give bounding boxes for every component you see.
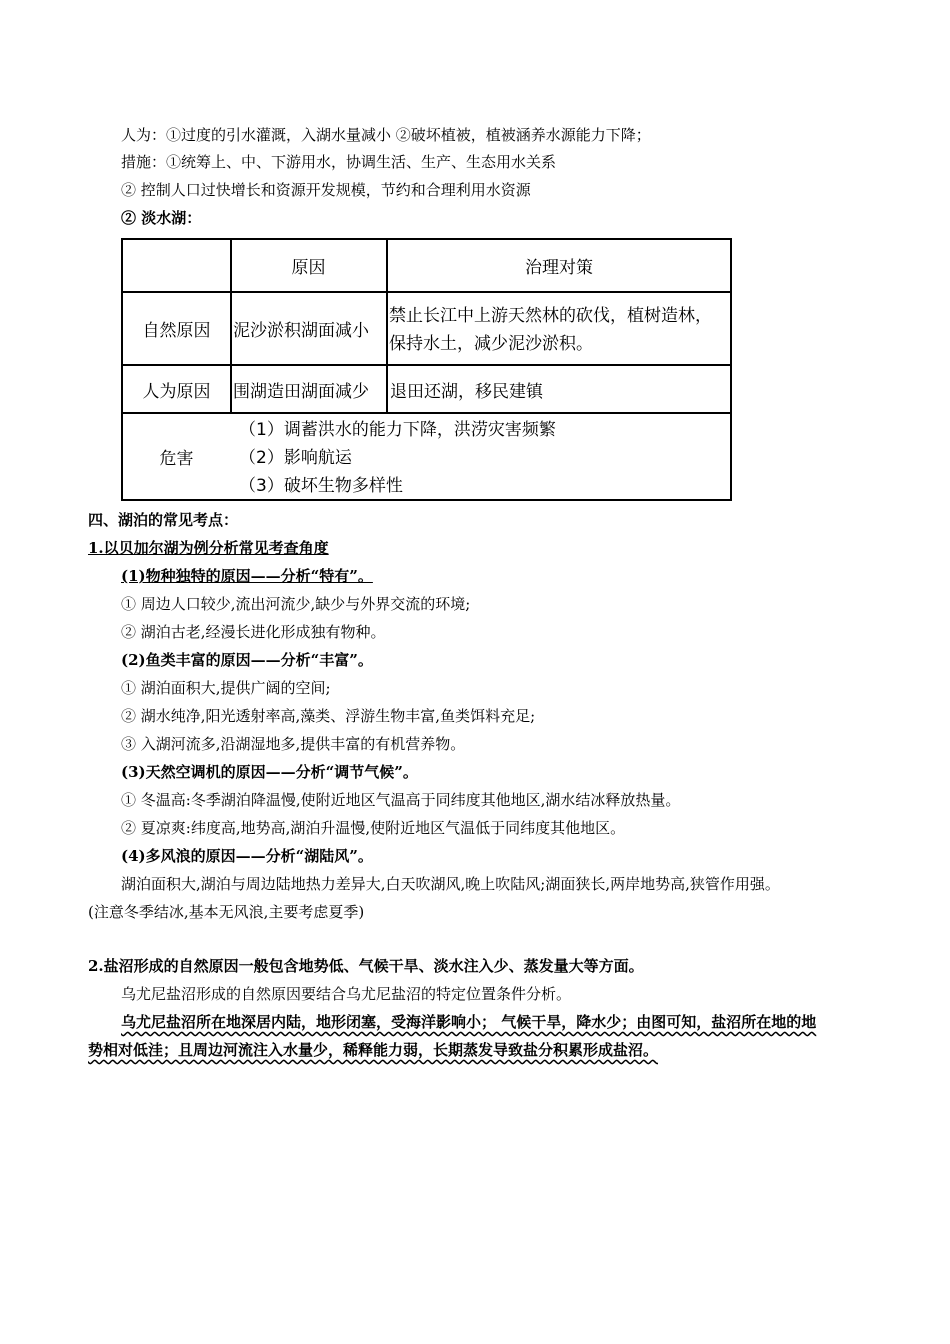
section4-sub2: 2.盐沼形成的自然原因一般包含地势低、气候干旱、淡水注入少、蒸发量大等方面。 (88, 957, 644, 975)
harm-item: （2）影响航运 (239, 448, 352, 468)
q1-item: ① 周边人口较少,流出河流少,缺少与外界交流的环境; (121, 595, 471, 613)
section4-sub1: 1.以贝加尔湖为例分析常见考查角度 (88, 539, 329, 557)
q1-title: (1)物种独特的原因——分析“特有”。 (121, 567, 373, 585)
table-header-cause: 原因 (291, 258, 326, 278)
q2-title: (2)鱼类丰富的原因——分析“丰富”。 (121, 651, 373, 669)
q3-item: ② 夏凉爽:纬度高,地势高,湖泊升温慢,使附近地区气温低于同纬度其他地区。 (121, 819, 626, 837)
q2-item: ① 湖泊面积大,提供广阔的空间; (121, 679, 331, 697)
row-measures-human: 退田还湖，移民建镇 (390, 381, 543, 402)
table-header-measures: 治理对策 (525, 258, 593, 278)
q2-item: ③ 入湖河流多,沿湖湿地多,提供丰富的有机营养物。 (121, 735, 466, 753)
q3-title: (3)天然空调机的原因——分析“调节气候”。 (121, 763, 418, 781)
harm-item: （3）破坏生物多样性 (239, 476, 403, 496)
q4-title: (4)多风浪的原因——分析“湖陆风”。 (121, 847, 373, 865)
q1-item: ② 湖泊古老,经漫长进化形成独有物种。 (121, 623, 386, 641)
harm-list (239, 416, 719, 498)
salt-marsh-intro: 乌尤尼盐沼形成的自然原因要结合乌尤尼盐沼的特定位置条件分析。 (121, 985, 572, 1003)
row-measures-natural (389, 302, 729, 362)
intro-measures: 措施：①统筹上、中、下游用水，协调生活、生产、生态用水关系 (121, 153, 557, 171)
freshwater-heading: ② 淡水湖： (121, 209, 202, 227)
q4-text: 湖泊面积大,湖泊与周边陆地热力差异大,白天吹湖风,晚上吹陆风;湖面狭长,两岸地势高,狭管作用强。 (121, 875, 780, 893)
section4-title: 四、湖泊的常见考点： (88, 511, 239, 529)
harm-item: （1）调蓄洪水的能力下降，洪涝灾害频繁 (239, 420, 556, 440)
row-label-natural: 自然原因 (142, 321, 211, 341)
q4-note: (注意冬季结冰,基本无风浪,主要考虑夏季) (88, 903, 365, 921)
row-cause-human: 围湖造田湖面减少 (233, 381, 369, 402)
q2-item: ② 湖水纯净,阳光透射率高,藻类、浮游生物丰富,鱼类饵料充足; (121, 707, 536, 725)
q3-item: ① 冬温高:冬季湖泊降温慢,使附近地区气温高于同纬度其他地区,湖水结冰释放热量。 (121, 791, 681, 809)
intro-measures-2: ② 控制人口过快增长和资源开发规模，节约和合理利用水资源 (121, 181, 531, 199)
salt-marsh-analysis-1: 乌尤尼盐沼所在地深居内陆，地形闭塞，受海洋影响小； 气候干旱，降水少；由图可知，盐沼所在地的地 (121, 1013, 817, 1031)
row-label-harm: 危害 (159, 449, 194, 469)
intro-human-causes: 人为：①过度的引水灌溉，入湖水量减小 ②破坏植被，植被涵养水源能力下降； (121, 126, 651, 144)
salt-marsh-analysis-2: 势相对低洼；且周边河流注入水量少，稀释能力弱，长期蒸发导致盐分积累形成盐沼。 (88, 1041, 659, 1059)
row-label-human: 人为原因 (142, 381, 211, 402)
measure-line: 保持水土，减少泥沙淤积。 (389, 334, 593, 354)
row-cause-natural: 泥沙淤积湖面减小 (233, 321, 369, 341)
measure-line: 禁止长江中上游天然林的砍伐，植树造林， (389, 306, 712, 326)
freshwater-lake-table (121, 238, 732, 501)
